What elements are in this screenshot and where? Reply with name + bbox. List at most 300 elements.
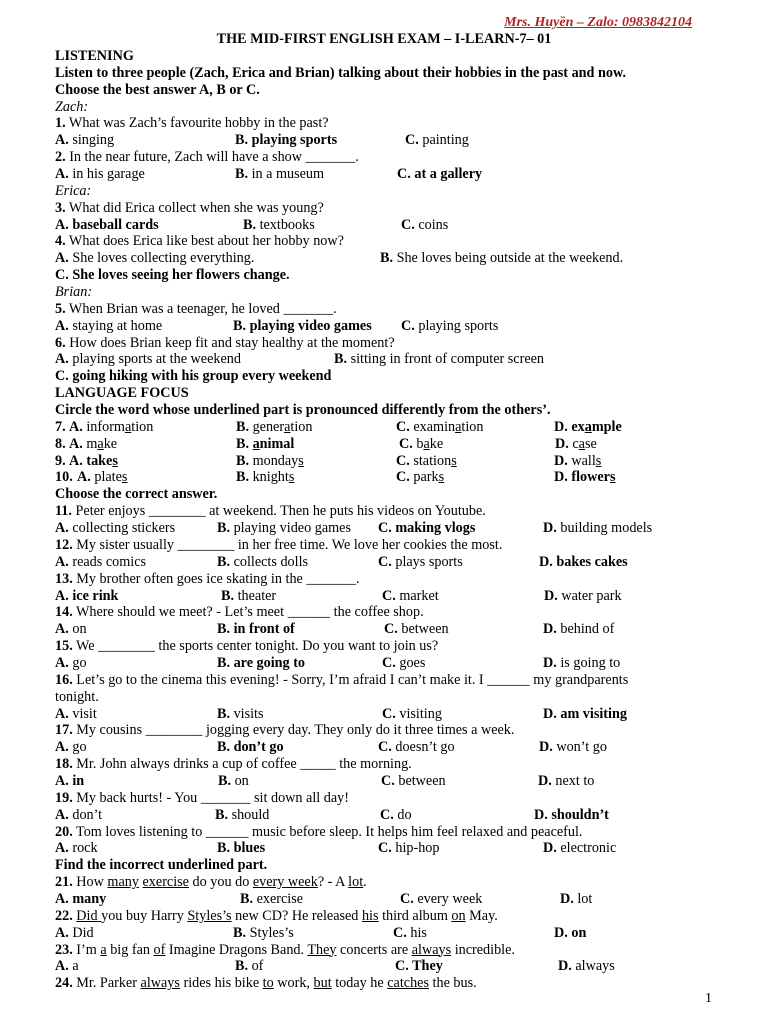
answer-option[interactable]	[217, 621, 295, 638]
answer-option[interactable]	[217, 706, 264, 723]
text-segment: 15.	[55, 638, 73, 655]
option-letter: C.	[401, 216, 415, 233]
answer-option[interactable]	[55, 655, 87, 672]
option-letter: C.	[397, 166, 411, 183]
exam-line	[55, 874, 715, 891]
option-letter: A.	[77, 469, 91, 486]
answer-option[interactable]	[558, 958, 615, 975]
answer-option[interactable]	[217, 655, 305, 672]
answer-options	[55, 318, 715, 335]
answer-option[interactable]	[543, 621, 614, 638]
answer-options	[55, 925, 715, 942]
answer-option[interactable]	[539, 739, 607, 756]
text-segment: on	[231, 772, 249, 789]
option-letter: B.	[215, 806, 229, 823]
text-segment: the bus.	[428, 975, 477, 992]
answer-option[interactable]	[218, 773, 249, 790]
answer-option[interactable]	[217, 739, 284, 756]
text-segment: every week	[413, 890, 483, 907]
answer-option[interactable]	[221, 588, 276, 605]
text-segment: a	[68, 958, 79, 975]
option-letter: D.	[543, 654, 557, 671]
option-letter: A.	[69, 452, 83, 469]
underlined-text: a	[97, 435, 104, 452]
text-segment: theater	[234, 587, 277, 604]
text-segment: My brother often goes ice skating in the _______.	[72, 570, 360, 587]
answer-option[interactable]	[560, 891, 592, 908]
answer-option[interactable]	[395, 958, 443, 975]
text-segment: tion	[290, 418, 313, 435]
underlined-text: a	[252, 435, 260, 452]
question-number: 8.	[55, 435, 66, 452]
answer-option[interactable]	[543, 706, 627, 723]
answer-option[interactable]	[243, 217, 315, 234]
answer-option[interactable]	[396, 469, 444, 486]
option-letter: B.	[217, 520, 231, 537]
answer-option[interactable]	[554, 925, 586, 942]
option-letter: C.	[401, 317, 415, 334]
text-segment: park	[409, 469, 439, 486]
option-letter: B.	[221, 587, 235, 604]
answer-options	[55, 250, 715, 267]
option-letter: B.	[217, 739, 231, 756]
text-segment: .	[363, 874, 367, 891]
answer-option[interactable]	[55, 250, 254, 267]
answer-options	[55, 739, 715, 756]
text-segment: go	[68, 654, 87, 671]
option-letter: B.	[236, 469, 250, 486]
text-segment: What did Erica collect when she was young?	[65, 199, 324, 216]
text-segment: next to	[551, 772, 595, 789]
underlined-text: s	[451, 452, 457, 469]
answer-option[interactable]	[55, 267, 290, 284]
text-segment: Tom loves listening to ______ music before sleep. It helps him feel relaxed and peaceful.	[72, 823, 583, 840]
underlined-text: to	[262, 975, 274, 992]
question-number: 9.	[55, 452, 66, 469]
answer-option[interactable]	[55, 166, 145, 183]
text-segment: LISTENING	[55, 48, 134, 64]
text-segment: 22.	[55, 907, 73, 924]
option-letter: D.	[554, 452, 568, 469]
answer-option[interactable]	[380, 807, 412, 824]
option-letter: B.	[236, 452, 250, 469]
text-segment: She loves collecting everything.	[68, 250, 255, 267]
underlined-text: but	[313, 975, 332, 992]
option-letter: C.	[400, 890, 414, 907]
text-segment: playing sports	[414, 317, 499, 334]
exam-line	[55, 824, 715, 841]
answer-option[interactable]	[77, 469, 127, 486]
text-segment: plays sports	[391, 553, 463, 570]
text-segment: Choose the best answer A, B or C.	[55, 81, 260, 98]
exam-line	[55, 942, 715, 959]
exam-line	[55, 908, 715, 925]
answer-option[interactable]	[401, 217, 448, 234]
answer-option[interactable]	[55, 554, 146, 571]
answer-option[interactable]	[69, 453, 118, 470]
option-letter: C.	[395, 958, 409, 975]
page-number: 1	[705, 991, 712, 1006]
option-letter: A.	[55, 553, 69, 570]
answer-option[interactable]	[554, 453, 601, 470]
answer-option[interactable]	[236, 419, 312, 436]
answer-option[interactable]	[397, 166, 482, 183]
answer-option[interactable]	[236, 436, 294, 453]
answer-option[interactable]	[378, 840, 439, 857]
text-segment: his	[406, 924, 427, 941]
text-segment: se	[584, 435, 597, 452]
text-segment: baseball cards	[68, 216, 159, 233]
option-letter: A.	[55, 806, 69, 823]
underlined-text: Styles’s	[187, 907, 232, 924]
text-segment: on	[68, 621, 87, 638]
text-segment: on	[567, 924, 587, 941]
option-letter: A.	[55, 587, 69, 604]
answer-option[interactable]	[236, 469, 294, 486]
answer-options	[55, 469, 715, 486]
answer-option[interactable]	[55, 318, 162, 335]
underlined-text: lot	[348, 874, 364, 891]
text-segment: am visiting	[556, 705, 627, 722]
option-letter: C.	[393, 924, 407, 941]
answer-option[interactable]	[382, 655, 425, 672]
text-segment: textbooks	[256, 216, 315, 233]
text-segment: How	[72, 874, 108, 891]
answer-option[interactable]	[539, 554, 628, 571]
answer-option[interactable]	[55, 925, 94, 942]
answer-option[interactable]	[555, 436, 597, 453]
option-letter: D.	[554, 418, 568, 435]
option-letter: D.	[544, 587, 558, 604]
option-letter: A.	[55, 317, 69, 334]
answer-option[interactable]	[382, 588, 439, 605]
answer-option[interactable]	[382, 706, 442, 723]
underlined-text: always	[140, 975, 180, 992]
text-segment: goes	[395, 654, 426, 671]
option-letter: C.	[382, 587, 396, 604]
exam-line	[55, 48, 715, 65]
answer-options	[55, 588, 715, 605]
text-segment: singing	[68, 132, 115, 149]
answer-option[interactable]	[55, 351, 241, 368]
answer-options	[55, 132, 715, 149]
option-letter: D.	[543, 840, 557, 857]
text-segment: at a gallery	[410, 166, 483, 183]
underlined-text: s	[595, 452, 602, 469]
option-letter: C.	[396, 418, 410, 435]
answer-option[interactable]	[396, 419, 484, 436]
text-segment: staying at home	[68, 317, 163, 334]
text-segment: should	[228, 806, 270, 823]
option-letter: A.	[55, 924, 69, 941]
answer-options	[55, 840, 715, 857]
answer-option[interactable]	[55, 621, 87, 638]
text-segment: tion	[131, 418, 154, 435]
option-letter: C.	[396, 469, 410, 486]
answer-option[interactable]	[55, 132, 114, 149]
underlined-text: Did	[76, 907, 102, 924]
option-letter: C.	[378, 840, 392, 857]
text-segment: is going to	[556, 654, 621, 671]
exam-line	[55, 689, 715, 706]
option-letter: A.	[55, 216, 69, 233]
text-segment: What does Erica like best about her hobby now?	[65, 233, 344, 250]
answer-option[interactable]	[217, 554, 308, 571]
answer-option[interactable]	[55, 739, 87, 756]
answer-option[interactable]	[400, 891, 482, 908]
option-letter: D.	[554, 924, 568, 941]
answer-options	[55, 267, 715, 284]
answer-option[interactable]	[399, 436, 443, 453]
option-letter: B.	[235, 132, 249, 149]
answer-option[interactable]	[215, 807, 269, 824]
answer-option[interactable]	[55, 773, 84, 790]
text-segment: rock	[68, 840, 98, 857]
answer-option[interactable]	[235, 132, 337, 149]
text-segment: They	[408, 958, 443, 975]
text-segment: What was Zach’s favourite hobby in the past?	[65, 115, 329, 132]
text-segment: collects dolls	[230, 553, 309, 570]
answer-option[interactable]	[381, 773, 446, 790]
option-letter: A.	[55, 520, 69, 537]
exam-line	[55, 183, 715, 200]
answer-option[interactable]	[554, 419, 622, 436]
answer-option[interactable]	[554, 469, 615, 486]
underlined-text: s	[298, 452, 304, 469]
text-segment: tion	[461, 418, 484, 435]
text-segment: electronic	[556, 840, 617, 857]
underlined-text: They	[307, 941, 337, 958]
question-number: 7.	[55, 418, 66, 435]
answer-option[interactable]	[55, 958, 79, 975]
text-segment: 1.	[55, 115, 66, 132]
text-segment: 19.	[55, 789, 73, 806]
text-segment: 20.	[55, 823, 73, 840]
answer-option[interactable]	[396, 453, 457, 470]
text-segment: 21.	[55, 874, 73, 891]
answer-option[interactable]	[55, 368, 331, 385]
text-segment: Find the incorrect underlined part.	[55, 857, 268, 874]
text-segment: making vlogs	[391, 520, 476, 537]
underlined-text: a	[124, 418, 132, 435]
text-segment: My cousins ________ jogging every day. They only do it three times a week.	[72, 722, 515, 739]
underlined-text: a	[284, 418, 291, 435]
text-segment: c	[568, 435, 579, 452]
answer-option[interactable]	[538, 773, 594, 790]
text-segment: 12.	[55, 536, 73, 553]
answer-option[interactable]	[217, 840, 265, 857]
text-segment: station	[409, 452, 452, 469]
text-segment: do you do	[188, 874, 253, 891]
answer-option[interactable]	[233, 925, 294, 942]
answer-option[interactable]	[378, 739, 455, 756]
answer-option[interactable]	[55, 840, 98, 857]
option-letter: A.	[55, 166, 69, 183]
exam-line	[55, 82, 715, 99]
answer-option[interactable]	[380, 250, 623, 267]
text-segment: When Brian was a teenager, he loved _______.	[65, 300, 337, 317]
answer-option[interactable]	[69, 419, 153, 436]
option-letter: B.	[217, 705, 231, 722]
option-letter: C.	[384, 621, 398, 638]
text-segment: many	[68, 890, 107, 907]
answer-option[interactable]	[55, 891, 106, 908]
text-segment: We ________ the sports center tonight. Do you want to join us?	[72, 638, 439, 655]
answer-option[interactable]	[55, 520, 175, 537]
text-segment: visit	[68, 705, 97, 722]
exam-line	[55, 99, 715, 116]
answer-option[interactable]	[401, 318, 498, 335]
answer-options	[55, 217, 715, 234]
option-letter: B.	[235, 958, 249, 975]
underlined-text: s	[112, 452, 118, 469]
text-segment: Where should we meet? - Let’s meet ______ the coffee shop.	[72, 604, 424, 621]
answer-option[interactable]	[235, 958, 263, 975]
option-letter: D.	[558, 958, 572, 975]
text-segment: in a museum	[248, 166, 325, 183]
text-segment: How does Brian keep fit and stay healthy at the moment?	[65, 334, 395, 351]
exam-line	[55, 638, 715, 655]
exam-line	[55, 284, 715, 301]
text-segment: new CD? He released	[231, 907, 362, 924]
answer-option[interactable]	[543, 520, 652, 537]
option-letter: B.	[217, 840, 231, 857]
underlined-text: exercise	[142, 874, 189, 891]
text-segment: sitting in front of computer screen	[347, 351, 545, 368]
exam-line	[55, 571, 715, 588]
option-letter: A.	[55, 351, 69, 368]
answer-option[interactable]	[55, 217, 159, 234]
answer-option[interactable]	[534, 807, 609, 824]
text-segment: 24.	[55, 975, 73, 992]
text-segment: gener	[249, 418, 285, 435]
option-letter: A.	[55, 739, 69, 756]
exam-line	[55, 722, 715, 739]
option-letter: B.	[217, 654, 231, 671]
option-letter: A.	[69, 418, 83, 435]
text-segment: do	[393, 806, 412, 823]
answer-options	[55, 706, 715, 723]
answer-option[interactable]	[544, 588, 622, 605]
text-segment: don’t	[68, 806, 103, 823]
answer-option[interactable]	[236, 453, 304, 470]
option-letter: B.	[243, 216, 257, 233]
text-segment: painting	[418, 132, 469, 149]
text-segment: b	[412, 435, 424, 452]
answer-option[interactable]	[217, 520, 351, 537]
underlined-text: a	[100, 941, 107, 958]
text-segment: May.	[465, 907, 498, 924]
exam-line	[55, 385, 715, 402]
text-segment: Listen to three people (Zach, Erica and Brian) talking about their hobbies in the past and now.	[55, 64, 626, 81]
answer-option[interactable]	[334, 351, 544, 368]
answer-option[interactable]	[240, 891, 303, 908]
answer-option[interactable]	[405, 132, 469, 149]
option-letter: A.	[55, 958, 69, 975]
text-segment: Styles’s	[246, 924, 294, 941]
text-segment: going hiking with his group every weekend	[68, 368, 332, 385]
text-segment: incredible.	[451, 941, 515, 958]
text-segment: LANGUAGE FOCUS	[55, 385, 189, 402]
author-header: Mrs. Huyền – Zalo: 0983842104	[504, 15, 692, 30]
answer-option[interactable]	[55, 807, 102, 824]
option-letter: B.	[235, 166, 249, 183]
option-letter: B.	[233, 317, 247, 334]
answer-option[interactable]	[69, 436, 117, 453]
option-letter: D.	[534, 806, 548, 823]
answer-option[interactable]	[235, 166, 324, 183]
answer-option[interactable]	[55, 588, 118, 605]
text-segment: 16.	[55, 671, 73, 688]
underlined-text: s	[609, 469, 616, 486]
answer-option[interactable]	[378, 520, 475, 537]
underlined-text: always	[411, 941, 452, 958]
text-segment: hip-hop	[391, 840, 440, 857]
exam-line	[55, 65, 715, 82]
text-segment: today he	[331, 975, 388, 992]
text-segment: playing video games	[246, 317, 372, 334]
text-segment: ex	[567, 418, 585, 435]
underlined-text: of	[153, 941, 166, 958]
option-letter: B.	[380, 250, 394, 267]
option-letter: C.	[382, 705, 396, 722]
option-letter: A.	[55, 250, 69, 267]
text-segment: in front of	[230, 621, 295, 638]
underlined-text: a	[423, 435, 430, 452]
option-letter: A.	[55, 772, 69, 789]
option-letter: B.	[236, 435, 250, 452]
answer-options	[55, 351, 715, 368]
text-segment: Zach:	[55, 98, 89, 115]
text-segment: mple	[591, 418, 622, 435]
text-segment: examin	[409, 418, 456, 435]
text-segment: are going to	[230, 654, 306, 671]
exam-line	[55, 790, 715, 807]
exam-line	[55, 115, 715, 132]
text-segment: visits	[230, 705, 264, 722]
text-segment: ke	[429, 435, 444, 452]
text-segment: between	[394, 772, 446, 789]
text-segment: collecting stickers	[68, 520, 176, 537]
answer-options	[55, 166, 715, 183]
exam-body	[55, 48, 715, 992]
option-letter: C.	[380, 806, 394, 823]
text-segment: visiting	[395, 705, 442, 722]
answer-option[interactable]	[384, 621, 449, 638]
answer-option[interactable]	[55, 706, 97, 723]
text-segment: Imagine Dragons Band.	[165, 941, 308, 958]
text-segment: 14.	[55, 604, 73, 621]
text-segment: playing video games	[230, 520, 351, 537]
text-segment: rides his bike	[179, 975, 263, 992]
answer-option[interactable]	[378, 554, 463, 571]
exam-line	[55, 537, 715, 554]
text-segment: monday	[249, 452, 299, 469]
option-letter: D.	[543, 705, 557, 722]
answer-option[interactable]	[393, 925, 427, 942]
text-segment: building models	[556, 520, 653, 537]
underlined-text: on	[451, 907, 466, 924]
answer-option[interactable]	[543, 840, 616, 857]
answer-options	[55, 453, 715, 470]
answer-option[interactable]	[233, 318, 372, 335]
answer-options	[55, 807, 715, 824]
text-segment: ke	[103, 435, 118, 452]
option-letter: C.	[378, 553, 392, 570]
answer-option[interactable]	[543, 655, 620, 672]
exam-line	[55, 975, 715, 992]
option-letter: C.	[399, 435, 413, 452]
